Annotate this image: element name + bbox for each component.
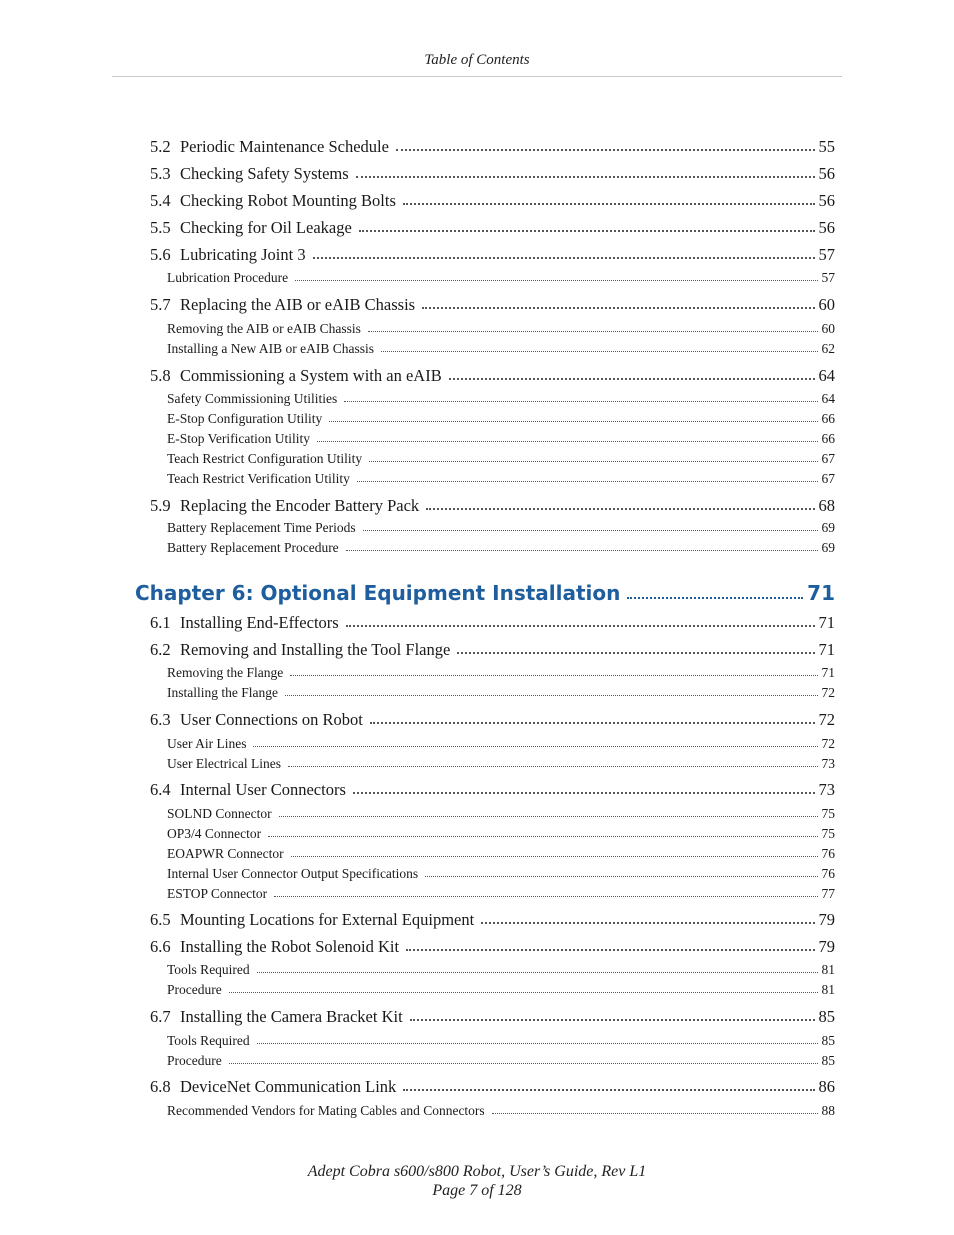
toc-section-number: 5.5 (150, 218, 171, 237)
toc-subsection-entry[interactable] (167, 665, 835, 681)
toc-page-number: 86 (818, 1077, 835, 1096)
toc-section-entry[interactable] (150, 366, 835, 386)
toc-section-title: Mounting Locations for External Equipment (180, 910, 475, 929)
toc-entry-label: Procedure (167, 1053, 222, 1068)
toc-section-number: 5.9 (150, 496, 171, 515)
toc-page-number: 64 (821, 391, 835, 406)
footer-page-info: Page 7 of 128 (432, 1182, 522, 1199)
toc-entry-label (150, 710, 363, 730)
dot-leader (291, 856, 818, 857)
toc-entry-label: Tools Required (167, 962, 250, 977)
toc-subsection-entry[interactable] (167, 1103, 835, 1119)
toc-page-number: 79 (818, 937, 835, 956)
toc-entry-label: Installing a New AIB or eAIB Chassis (167, 341, 374, 356)
toc-chapter-entry[interactable] (135, 581, 835, 605)
dot-leader (410, 1019, 815, 1021)
toc-subsection-entry[interactable] (167, 846, 835, 862)
toc-entry-label (150, 191, 396, 211)
toc-entry-label: Removing the AIB or eAIB Chassis (167, 321, 361, 336)
dot-leader (288, 766, 818, 767)
toc-subsection-entry[interactable] (167, 866, 835, 882)
dot-leader (285, 695, 818, 696)
dot-leader (356, 176, 815, 178)
toc-section-title: User Connections on Robot (180, 710, 363, 729)
dot-leader (627, 597, 803, 599)
toc-page-number: 57 (821, 270, 835, 285)
toc-section-title: Replacing the AIB or eAIB Chassis (180, 295, 416, 314)
toc-page-number: 71 (821, 665, 835, 680)
dot-leader (257, 972, 818, 973)
toc-entry-label (150, 137, 389, 157)
toc-page-number: 81 (821, 962, 835, 977)
toc-section-title: Installing the Robot Solenoid Kit (180, 937, 400, 956)
toc-page-number: 72 (821, 685, 835, 700)
toc-entry-label: Battery Replacement Procedure (167, 540, 339, 555)
toc-subsection-entry[interactable] (167, 962, 835, 978)
dot-leader (396, 149, 815, 151)
toc-entry-label: User Electrical Lines (167, 756, 281, 771)
dot-leader (426, 508, 814, 510)
toc-section-entry[interactable] (150, 640, 835, 660)
toc-section-number: 5.6 (150, 245, 171, 264)
toc-section-entry[interactable] (150, 218, 835, 238)
toc-page-number: 88 (821, 1103, 835, 1118)
toc-entry-label: OP3/4 Connector (167, 826, 262, 841)
footer-doc-title: Adept Cobra s600/s800 Robot, User’s Guide, Rev L1 (307, 1163, 647, 1180)
toc-page-number: 66 (821, 431, 835, 446)
toc-subsection-entry[interactable] (167, 826, 835, 842)
toc-page-number: 67 (821, 451, 835, 466)
toc-subsection-entry[interactable] (167, 391, 835, 407)
dot-leader (313, 257, 815, 259)
toc-page-number: 71 (807, 581, 835, 605)
dot-leader (257, 1043, 818, 1044)
dot-leader (274, 896, 817, 897)
toc-entry-label (150, 366, 442, 386)
toc-section-entry[interactable] (150, 191, 835, 211)
toc-entry-label: ESTOP Connector (167, 886, 268, 901)
toc-subsection-entry[interactable] (167, 982, 835, 998)
dot-leader (406, 949, 814, 951)
toc-page-number: 79 (818, 910, 835, 929)
toc-entry-label: Teach Restrict Configuration Utility (167, 451, 363, 466)
toc-entry-label (150, 295, 415, 315)
toc-subsection-entry[interactable] (167, 321, 835, 337)
toc-subsection-entry[interactable] (167, 471, 835, 487)
toc-section-entry[interactable] (150, 137, 835, 157)
toc-subsection-entry[interactable] (167, 756, 835, 772)
dot-leader (268, 836, 817, 837)
toc-page-number: 76 (821, 866, 835, 881)
toc-entry-label: User Air Lines (167, 736, 247, 751)
toc-page-number: 56 (818, 164, 835, 183)
toc-section-number: 6.8 (150, 1077, 171, 1096)
toc-page-number: 68 (818, 496, 835, 515)
dot-leader (381, 351, 818, 352)
toc-subsection-entry[interactable] (167, 806, 835, 822)
toc-section-number: 6.1 (150, 613, 171, 632)
toc-subsection-entry[interactable] (167, 736, 835, 752)
dot-leader (425, 876, 817, 877)
toc-section-number: 6.6 (150, 937, 171, 956)
toc-subsection-entry[interactable] (167, 411, 835, 427)
toc-page-number: 85 (821, 1053, 835, 1068)
toc-entry-label (150, 218, 352, 238)
toc-page-number: 75 (821, 806, 835, 821)
toc-page-number: 62 (821, 341, 835, 356)
toc-page-number: 60 (821, 321, 835, 336)
toc-page-number: 66 (821, 411, 835, 426)
toc-subsection-entry[interactable] (167, 685, 835, 701)
toc-entry-label: EOAPWR Connector (167, 846, 284, 861)
dot-leader (403, 1089, 814, 1091)
toc-entry-label (150, 164, 349, 184)
toc-section-title: Checking for Oil Leakage (180, 218, 352, 237)
toc-section-number: 5.2 (150, 137, 171, 156)
dot-leader (363, 530, 818, 531)
toc-entry-label: Internal User Connector Output Specifications (167, 866, 419, 881)
toc-section-entry[interactable] (150, 613, 835, 633)
toc-entry-label (150, 496, 419, 516)
toc-entry-label: Lubrication Procedure (167, 270, 289, 285)
dot-leader (481, 922, 814, 924)
dot-leader (290, 675, 817, 676)
toc-page-number: 60 (818, 295, 835, 314)
toc-entry-label: Procedure (167, 982, 222, 997)
toc-subsection-entry[interactable] (167, 431, 835, 447)
toc-entry-label: E-Stop Configuration Utility (167, 411, 323, 426)
toc-section-entry[interactable] (150, 496, 835, 516)
dot-leader (368, 331, 818, 332)
toc-entry-label: Chapter 6: Optional Equipment Installation (135, 581, 621, 605)
toc-section-entry[interactable] (150, 164, 835, 184)
toc-section-number: 6.5 (150, 910, 171, 929)
toc-entry-label (150, 780, 346, 800)
dot-leader (492, 1113, 818, 1114)
dot-leader (403, 203, 815, 205)
dot-leader (422, 307, 814, 309)
running-header: Table of Contents (424, 52, 530, 68)
dot-leader (369, 461, 817, 462)
dot-leader (295, 280, 817, 281)
toc-entry-label (150, 1077, 396, 1097)
dot-leader (344, 401, 817, 402)
toc-section-number: 6.3 (150, 710, 171, 729)
dot-leader (346, 625, 815, 627)
dot-leader (359, 230, 815, 232)
toc-entry-label (150, 937, 399, 957)
toc-section-entry[interactable] (150, 710, 835, 730)
toc-subsection-entry[interactable] (167, 540, 835, 556)
toc-section-title: Installing the Camera Bracket Kit (180, 1007, 403, 1026)
toc-section-entry[interactable] (150, 245, 835, 265)
dot-leader (329, 421, 817, 422)
dot-leader (346, 550, 818, 551)
toc-section-number: 6.4 (150, 780, 171, 799)
toc-page-number: 81 (821, 982, 835, 997)
toc-entry-label: Teach Restrict Verification Utility (167, 471, 350, 486)
toc-section-number: 6.7 (150, 1007, 171, 1026)
toc-section-entry[interactable] (150, 910, 835, 930)
toc-section-number: 6.2 (150, 640, 171, 659)
toc-subsection-entry[interactable] (167, 341, 835, 357)
toc-entry-label (150, 245, 306, 265)
toc-page-number: 76 (821, 846, 835, 861)
toc-entry-label (150, 910, 474, 930)
toc-subsection-entry[interactable] (167, 1053, 835, 1069)
toc-section-number: 5.7 (150, 295, 171, 314)
toc-entry-label (150, 640, 450, 660)
toc-page-number: 73 (821, 756, 835, 771)
toc-section-title: Removing and Installing the Tool Flange (180, 640, 451, 659)
toc-page-number: 55 (818, 137, 835, 156)
toc-subsection-entry[interactable] (167, 451, 835, 467)
toc-entry-label: E-Stop Verification Utility (167, 431, 310, 446)
toc-page-number: 56 (818, 218, 835, 237)
toc-section-entry[interactable] (150, 780, 835, 800)
toc-subsection-entry[interactable] (167, 520, 835, 536)
toc-section-title: Checking Safety Systems (180, 164, 349, 183)
dot-leader (357, 481, 818, 482)
toc-page-number: 71 (818, 613, 835, 632)
toc-entry-label: SOLND Connector (167, 806, 272, 821)
toc-page-number: 72 (821, 736, 835, 751)
toc-section-title: Replacing the Encoder Battery Pack (180, 496, 420, 515)
toc-section-number: 5.3 (150, 164, 171, 183)
toc-section-number: 5.4 (150, 191, 171, 210)
toc-section-title: Commissioning a System with an eAIB (180, 366, 442, 385)
dot-leader (457, 652, 814, 654)
toc-page-number: 57 (818, 245, 835, 264)
toc-page-number: 69 (821, 540, 835, 555)
toc-page-number: 69 (821, 520, 835, 535)
dot-leader (353, 792, 815, 794)
toc-section-title: Checking Robot Mounting Bolts (180, 191, 396, 210)
dot-leader (229, 1063, 818, 1064)
toc-page-number: 73 (818, 780, 835, 799)
toc-entry-label: Recommended Vendors for Mating Cables and Connectors (167, 1103, 485, 1118)
toc-page-number: 56 (818, 191, 835, 210)
toc-section-title: Lubricating Joint 3 (180, 245, 306, 264)
toc-entry-label: Safety Commissioning Utilities (167, 391, 338, 406)
toc-subsection-entry[interactable] (167, 1033, 835, 1049)
dot-leader (370, 722, 815, 724)
toc-section-entry[interactable] (150, 937, 835, 957)
header-rule (112, 76, 842, 77)
dot-leader (253, 746, 817, 747)
toc-section-number: 5.8 (150, 366, 171, 385)
toc-page-number: 72 (818, 710, 835, 729)
toc-section-title: Internal User Connectors (180, 780, 346, 799)
toc-section-title: Installing End-Effectors (180, 613, 339, 632)
dot-leader (279, 816, 818, 817)
toc-section-entry[interactable] (150, 1077, 835, 1097)
toc-page-number: 85 (821, 1033, 835, 1048)
dot-leader (317, 441, 818, 442)
toc-page-number: 85 (818, 1007, 835, 1026)
toc-entry-label: Installing the Flange (167, 685, 278, 700)
toc-subsection-entry[interactable] (167, 886, 835, 902)
toc-page-number: 64 (818, 366, 835, 385)
toc-entry-label (150, 1007, 403, 1027)
toc-entry-label: Battery Replacement Time Periods (167, 520, 356, 535)
toc-section-entry[interactable] (150, 1007, 835, 1027)
dot-leader (229, 992, 818, 993)
toc-entry-label: Tools Required (167, 1033, 250, 1048)
toc-subsection-entry[interactable] (167, 270, 835, 286)
toc-section-title: Periodic Maintenance Schedule (180, 137, 389, 156)
toc-entry-label: Removing the Flange (167, 665, 284, 680)
toc-page-number: 71 (818, 640, 835, 659)
toc-section-entry[interactable] (150, 295, 835, 315)
toc-page-number: 77 (821, 886, 835, 901)
toc-entry-label (150, 613, 339, 633)
toc-section-title: DeviceNet Communication Link (180, 1077, 397, 1096)
dot-leader (449, 378, 815, 380)
toc-page-number: 67 (821, 471, 835, 486)
toc-page-number: 75 (821, 826, 835, 841)
